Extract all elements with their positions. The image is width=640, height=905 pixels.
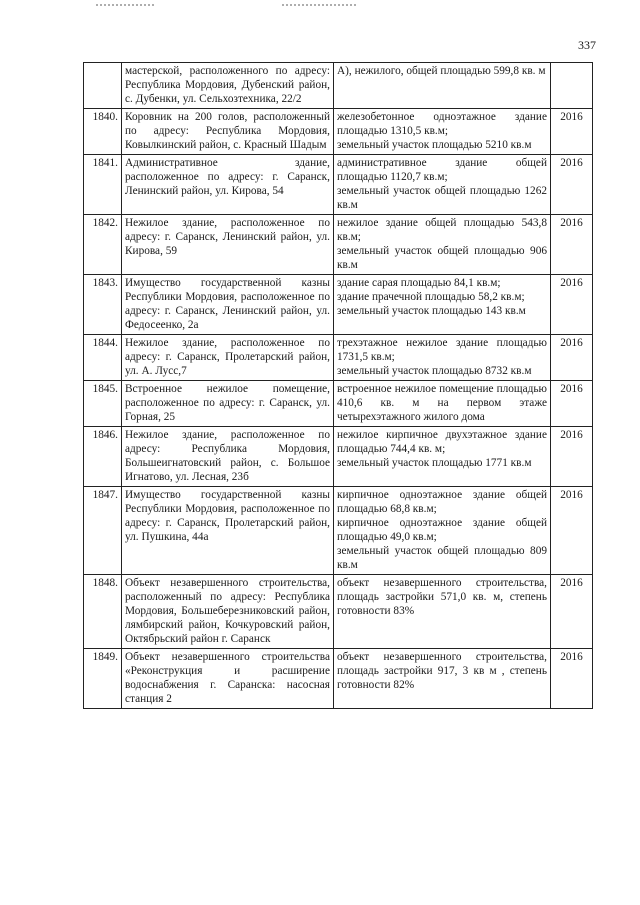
property-name: Объект незавершенного строительства «Реконструкция и расширение водоснабжения г. Саранска: насосная станция 2 — [122, 649, 334, 709]
table-row — [84, 275, 593, 335]
property-name: Нежилое здание, расположенное по адресу: г. Саранск, Ленинский район, ул. Кирова, 59 — [122, 215, 334, 275]
year-cell: 2016 — [551, 427, 593, 487]
table-row — [84, 109, 593, 155]
property-description — [334, 155, 551, 215]
property-name: мастерской, расположенного по адресу: Республика Мордовия, Дубенский район, с. Дубенки, ул. Сельхозтехника, 22/2 — [122, 63, 334, 109]
description-line: земельный участок площадью 8732 кв.м — [337, 365, 532, 377]
year-cell: 2016 — [551, 575, 593, 649]
row-number: 1849. — [84, 649, 122, 709]
property-description — [334, 275, 551, 335]
property-name: Объект незавершенного строительства, расположенный по адресу: Республика Мордовия, Большеберезниковский район, лямбирский район, Кочкуровский район, Октябрьский район г. Саранск — [122, 575, 334, 649]
property-name: Нежилое здание, расположенное по адресу: г. Саранск, Пролетарский район, ул. А. Лусс,7 — [122, 335, 334, 381]
row-number: 1848. — [84, 575, 122, 649]
property-description — [334, 109, 551, 155]
table-row — [84, 649, 593, 709]
description-line: кирпичное одноэтажное здание общей площадью 68,8 кв.м; — [337, 489, 547, 515]
description-line: земельный участок общей площадью 1262 кв.м — [337, 185, 547, 211]
year-cell: 2016 — [551, 155, 593, 215]
row-number: 1844. — [84, 335, 122, 381]
page-number: 337 — [578, 38, 596, 52]
row-number: 1843. — [84, 275, 122, 335]
year-cell: 2016 — [551, 649, 593, 709]
year-cell: 2016 — [551, 109, 593, 155]
table-row — [84, 575, 593, 649]
property-name: Коровник на 200 голов, расположенный по адресу: Республика Мордовия, Ковылкинский район, с. Красный Шадым — [122, 109, 334, 155]
year-cell — [551, 63, 593, 109]
year-cell: 2016 — [551, 381, 593, 427]
property-description — [334, 63, 551, 109]
description-line: здание сарая площадью 84,1 кв.м; — [337, 277, 501, 289]
description-line: А), нежилого, общей площадью 599,8 кв. м — [337, 65, 546, 77]
description-line: нежилое здание общей площадью 543,8 кв.м; — [337, 217, 547, 243]
description-line: трехэтажное нежилое здание площадью 1731,5 кв.м; — [337, 337, 547, 363]
description-line: земельный участок общей площадью 809 кв.м — [337, 545, 547, 571]
scan-artifact — [282, 4, 358, 6]
description-line: встроенное нежилое помещение площадью 410,6 кв. м на первом этаже четырехэтажного жилого дома — [337, 383, 547, 423]
description-line: земельный участок площадью 143 кв.м — [337, 305, 526, 317]
year-cell: 2016 — [551, 275, 593, 335]
description-line: нежилое кирпичное двухэтажное здание площадью 744,4 кв. м; — [337, 429, 547, 455]
table-row — [84, 155, 593, 215]
table-row — [84, 381, 593, 427]
description-line: железобетонное одноэтажное здание площадью 1310,5 кв.м; — [337, 111, 547, 137]
property-description — [334, 575, 551, 649]
property-description — [334, 487, 551, 575]
table-row — [84, 335, 593, 381]
description-line: административное здание общей площадью 1120,7 кв.м; — [337, 157, 547, 183]
row-number — [84, 63, 122, 109]
description-line: объект незавершенного строительства, площадь застройки 571,0 кв. м, степень готовности 83% — [337, 577, 547, 617]
year-cell: 2016 — [551, 335, 593, 381]
property-description — [334, 381, 551, 427]
row-number: 1846. — [84, 427, 122, 487]
property-name: Нежилое здание, расположенное по адресу: Республика Мордовия, Большеигнатовский район, с. Большое Игнатово, ул. Лесная, 23б — [122, 427, 334, 487]
row-number: 1847. — [84, 487, 122, 575]
description-line: земельный участок площадью 5210 кв.м — [337, 139, 532, 151]
description-line: объект незавершенного строительства, площадь застройки 917, 3 кв м , степень готовности 82% — [337, 651, 547, 691]
property-name: Встроенное нежилое помещение, расположенное по адресу: г. Саранск, ул. Горная, 25 — [122, 381, 334, 427]
description-line: земельный участок общей площадью 906 кв.м — [337, 245, 547, 271]
property-description — [334, 335, 551, 381]
description-line: здание прачечной площадью 58,2 кв.м; — [337, 291, 525, 303]
row-number: 1840. — [84, 109, 122, 155]
year-cell: 2016 — [551, 215, 593, 275]
table-row — [84, 215, 593, 275]
table-row — [84, 487, 593, 575]
table-row — [84, 63, 593, 109]
property-name: Имущество государственной казны Республики Мордовия, расположенное по адресу: г. Саранск, Ленинский район, ул. Федосеенко, 2а — [122, 275, 334, 335]
scan-artifact — [96, 4, 154, 6]
property-name: Имущество государственной казны Республики Мордовия, расположенное по адресу: г. Саранск, Пролетарский район, ул. Пушкина, 44а — [122, 487, 334, 575]
row-number: 1845. — [84, 381, 122, 427]
description-line: земельный участок площадью 1771 кв.м — [337, 457, 532, 469]
description-line: кирпичное одноэтажное здание общей площадью 49,0 кв.м; — [337, 517, 547, 543]
property-description — [334, 215, 551, 275]
property-description — [334, 649, 551, 709]
row-number: 1842. — [84, 215, 122, 275]
year-cell: 2016 — [551, 487, 593, 575]
property-registry-table — [83, 62, 593, 709]
property-name: Административное здание, расположенное по адресу: г. Саранск, Ленинский район, ул. Кирова, 54 — [122, 155, 334, 215]
row-number: 1841. — [84, 155, 122, 215]
table-row — [84, 427, 593, 487]
property-description — [334, 427, 551, 487]
